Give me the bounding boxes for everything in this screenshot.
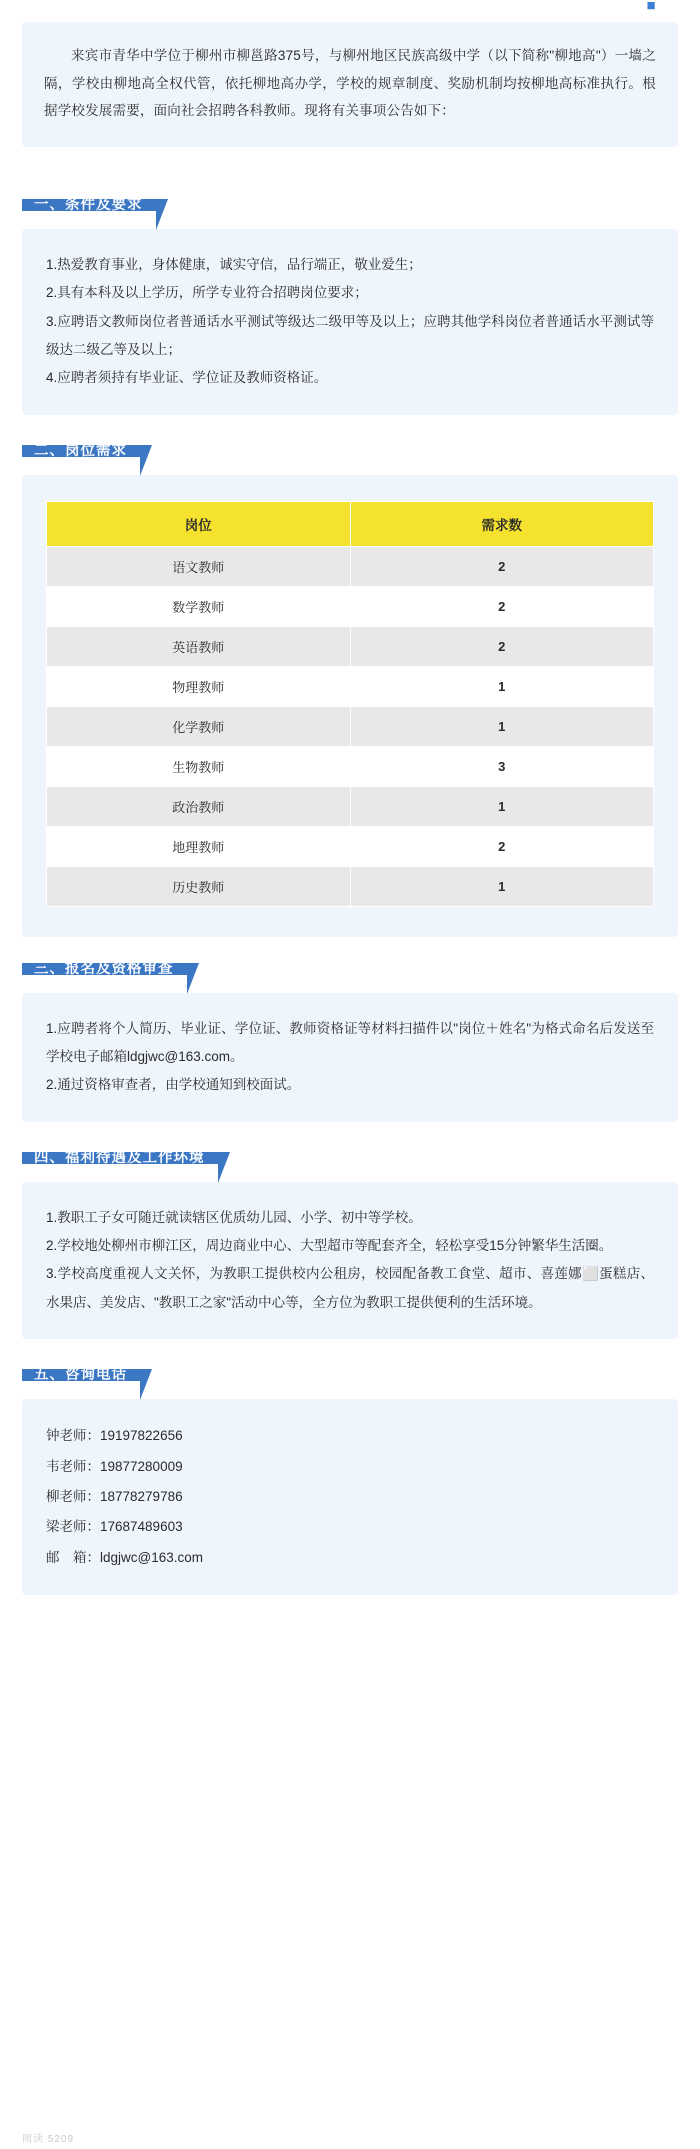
section-heading-label: 三、报名及资格审查 (22, 963, 188, 975)
section-heading-label: 五、咨询电话 (22, 1369, 141, 1381)
jobs-table-panel (22, 475, 678, 937)
table-row (47, 546, 654, 586)
cell-post: 英语教师 (47, 626, 351, 666)
list-item: 1.应聘者将个人简历、毕业证、学位证、教师资格证等材料扫描件以"岗位＋姓名"为格式命名后发送至学校电子邮箱ldgjwc@163.com。 (46, 1020, 654, 1065)
section-heading-conditions-wrap (22, 173, 678, 229)
cell-post: 语文教师 (47, 546, 351, 586)
list-item: 1.热爱教育事业，身体健康，诚实守信，品行端正，敬业爱生； (46, 257, 422, 273)
table-row (47, 666, 654, 706)
section-heading-label: 四、福利待遇及工作环境 (22, 1152, 219, 1164)
section-heading-label: 一、条件及要求 (22, 199, 157, 211)
section-heading-label: 二、岗位需求 (22, 445, 141, 457)
cell-post: 物理教师 (47, 666, 351, 706)
registration-panel (22, 993, 678, 1122)
section-heading-posts-wrap (22, 419, 678, 475)
column-header-count: 需求数 (350, 501, 654, 546)
contact-email-line: 邮 箱：ldgjwc@163.com (46, 1549, 203, 1565)
list-item: 2.具有本科及以上学历，所学专业符合招聘岗位要求； (46, 285, 368, 301)
heading-tail-shape (156, 199, 168, 230)
heading-tail-shape (140, 445, 152, 476)
table-row (47, 826, 654, 866)
intro-panel (22, 22, 678, 147)
cell-count: 2 (350, 546, 654, 586)
top-strip (0, 0, 700, 22)
section-heading-contacts-wrap (22, 1343, 678, 1399)
contact-line: 钟老师：19197822656 (46, 1428, 183, 1444)
cell-count: 1 (350, 786, 654, 826)
table-row (47, 626, 654, 666)
cell-post: 地理教师 (47, 826, 351, 866)
cell-count: 2 (350, 586, 654, 626)
heading-tail-shape (140, 1369, 152, 1400)
jobs-table (46, 501, 654, 907)
section-heading-benefits (22, 1149, 219, 1166)
section-heading-registration (22, 960, 188, 977)
cell-post: 历史教师 (47, 866, 351, 906)
section-heading-contacts (22, 1367, 141, 1384)
table-header-row (47, 501, 654, 546)
cell-post: 数学教师 (47, 586, 351, 626)
list-item: 2.学校地处柳州市柳江区，周边商业中心、大型超市等配套齐全，轻松享受15分钟繁华生活圈。 (46, 1238, 613, 1254)
conditions-panel (22, 229, 678, 415)
contact-line: 梁老师：17687489603 (46, 1519, 183, 1535)
read-count: 阅读 5209 (22, 2134, 75, 2145)
list-item: 2.通过资格审查者，由学校通知到校面试。 (46, 1077, 301, 1093)
table-row (47, 586, 654, 626)
list-item: 3.学校高度重视人文关怀，为教职工提供校内公租房，校园配备教工食堂、超市、喜莲娜⬜蛋糕店、水果店、美发店、"教职工之家"活动中心等，全方位为教职工提供便利的生活环境。 (46, 1266, 654, 1310)
contact-line: 韦老师：19877280009 (46, 1458, 183, 1474)
cell-post: 生物教师 (47, 746, 351, 786)
contacts-panel (22, 1399, 678, 1595)
cell-count: 1 (350, 666, 654, 706)
contact-line: 柳老师：18778279786 (46, 1488, 183, 1504)
list-item: 4.应聘者须持有毕业证、学位证及教师资格证。 (46, 370, 328, 386)
table-row (47, 706, 654, 746)
cell-count: 2 (350, 626, 654, 666)
section-heading-posts (22, 442, 141, 459)
table-row (47, 866, 654, 906)
table-row (47, 786, 654, 826)
cell-count: 1 (350, 866, 654, 906)
cell-count: 2 (350, 826, 654, 866)
article-body (0, 22, 700, 1659)
cell-count: 1 (350, 706, 654, 746)
heading-tail-shape (218, 1152, 230, 1183)
intro-paragraph: 来宾市青华中学位于柳州市柳邕路375号，与柳州地区民族高级中学（以下简称"柳地高"）一墙之隔，学校由柳地高全权代管，依托柳地高办学，学校的规章制度、奖励机制均按柳地高标准执行。根据学校发展需要，面向社会招聘各科教师。现将有关事项公告如下： (44, 48, 656, 119)
bookmark-icon: ■ (646, 0, 656, 14)
bottom-spacer (22, 1599, 678, 1659)
cell-count: 3 (350, 746, 654, 786)
heading-tail-shape (187, 963, 199, 994)
column-header-post: 岗位 (47, 501, 351, 546)
list-item: 3.应聘语文教师岗位者普通话水平测试等级达二级甲等及以上；应聘其他学科岗位者普通话水平测试等级达二级乙等及以上； (46, 313, 654, 358)
cell-post: 化学教师 (47, 706, 351, 746)
benefits-panel (22, 1182, 678, 1339)
section-heading-registration-wrap (22, 937, 678, 993)
section-heading-benefits-wrap (22, 1126, 678, 1182)
list-item: 1.教职工子女可随迁就读辖区优质幼儿园、小学、初中等学校。 (46, 1209, 422, 1225)
table-row (47, 746, 654, 786)
section-heading-conditions (22, 197, 157, 214)
cell-post: 政治教师 (47, 786, 351, 826)
